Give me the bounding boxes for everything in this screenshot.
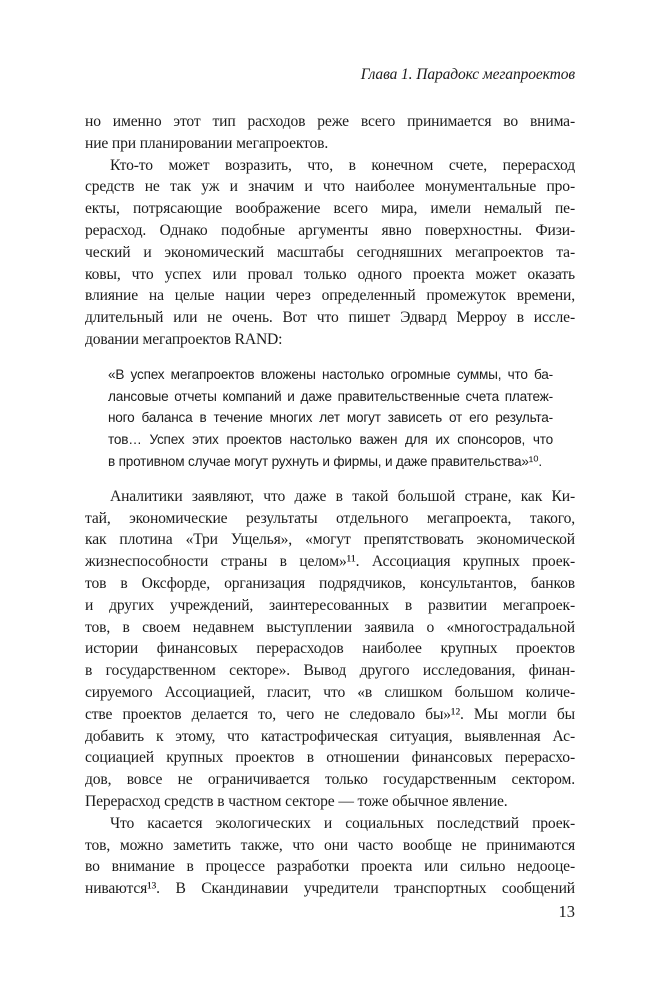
text-line: Перерасход средств в частном секторе — тоже обычное явление. xyxy=(85,792,508,810)
text-line: во внимание в процессе разработки проекта или сильно недооце- xyxy=(85,858,575,876)
text-line: средств не так уж и значим и что наиболее монументальные про- xyxy=(85,178,575,196)
text-line: влияние на целые нации через определенный промежуток времени, xyxy=(85,287,575,305)
text-line: истории финансовых перерасходов наиболее крупных проектов xyxy=(85,640,575,658)
text-line: лансовые отчеты компаний и даже правительственные счета платеж- xyxy=(108,388,553,404)
text-line: екты, потрясающие воображение всего мира, имели немалый пе- xyxy=(85,200,575,218)
paragraph xyxy=(85,155,575,351)
text-line: тай, экономические результаты отдельного мегапроекта, такого, xyxy=(85,509,575,527)
paragraph xyxy=(85,486,575,813)
text-line: длительный или не очень. Вот что пишет Эдвард Мерроу в иссле- xyxy=(85,309,575,327)
text-line: тов… Успех этих проектов настолько важен для их спонсоров, что xyxy=(108,432,553,448)
text-line: тов, можно заметить также, что они часто вообще не принимаются xyxy=(85,836,575,854)
text-line: Аналитики заявляют, что даже в такой большой стране, как Ки- xyxy=(110,487,575,505)
text-line: ного баланса в течение многих лет могут зависеть от его результа- xyxy=(108,410,553,426)
text-line: тов в Оксфорде, организация подрядчиков, консультантов, банков xyxy=(85,574,575,592)
text-line: «В успех мегапроектов вложены настолько огромные суммы, что ба- xyxy=(108,366,553,382)
paragraph xyxy=(85,111,575,155)
text-line: стве проектов делается то, чего не следовало бы»¹². Мы могли бы xyxy=(85,705,575,723)
text-line: Кто-то может возразить, что, в конечном счете, перерасход xyxy=(110,156,575,174)
text-line: и других учреждений, заинтересованных в развитии мегапроек- xyxy=(85,596,575,614)
page-number: 13 xyxy=(558,902,575,921)
text-line: в государственном секторе». Вывод другого исследования, финан- xyxy=(85,662,575,680)
text-line: ние при планировании мегапроектов. xyxy=(85,134,329,152)
text-line: сируемого Ассоциацией, гласит, что «в слишком большом количе- xyxy=(85,683,575,701)
text-line: рерасход. Однако подобные аргументы явно поверхностны. Физи- xyxy=(85,221,575,239)
text-line: ковы, что успех или провал только одного проекта может оказать xyxy=(85,265,575,283)
text-line: как плотина «Три Ущелья», «могут препятствовать экономической xyxy=(85,531,575,549)
text-line: в противном случае могут рухнуть и фирмы, и даже правительства»¹⁰. xyxy=(108,453,542,469)
text-line: тов, в своем недавнем выступлении заявила о «многострадальной xyxy=(85,618,575,636)
quote-block xyxy=(108,364,553,473)
text-line: довании мегапроектов RAND: xyxy=(85,330,283,348)
text-line: жизнеспособности страны в целом»¹¹. Ассоциация крупных проек- xyxy=(85,553,575,571)
chapter-running-head: Глава 1. Парадокс мегапроектов xyxy=(360,66,575,83)
text-line: социацией крупных проектов в отношении финансовых перерасхо- xyxy=(85,749,575,767)
text-line: но именно этот тип расходов реже всего принимается во внима- xyxy=(85,113,575,130)
text-column xyxy=(85,111,575,900)
text-line: Что касается экологических и социальных последствий проек- xyxy=(110,814,575,832)
text-line: дов, вовсе не ограничивается только государственным сектором. xyxy=(85,771,575,789)
text-line: добавить к этому, что катастрофическая ситуация, выявленная Ас- xyxy=(85,727,575,745)
text-line: ческий и экономический масштабы сегодняшних мегапроектов та- xyxy=(85,243,575,261)
text-line: ниваются¹³. В Скандинавии учредители транспортных сообщений xyxy=(85,880,575,898)
paragraph xyxy=(85,813,575,900)
